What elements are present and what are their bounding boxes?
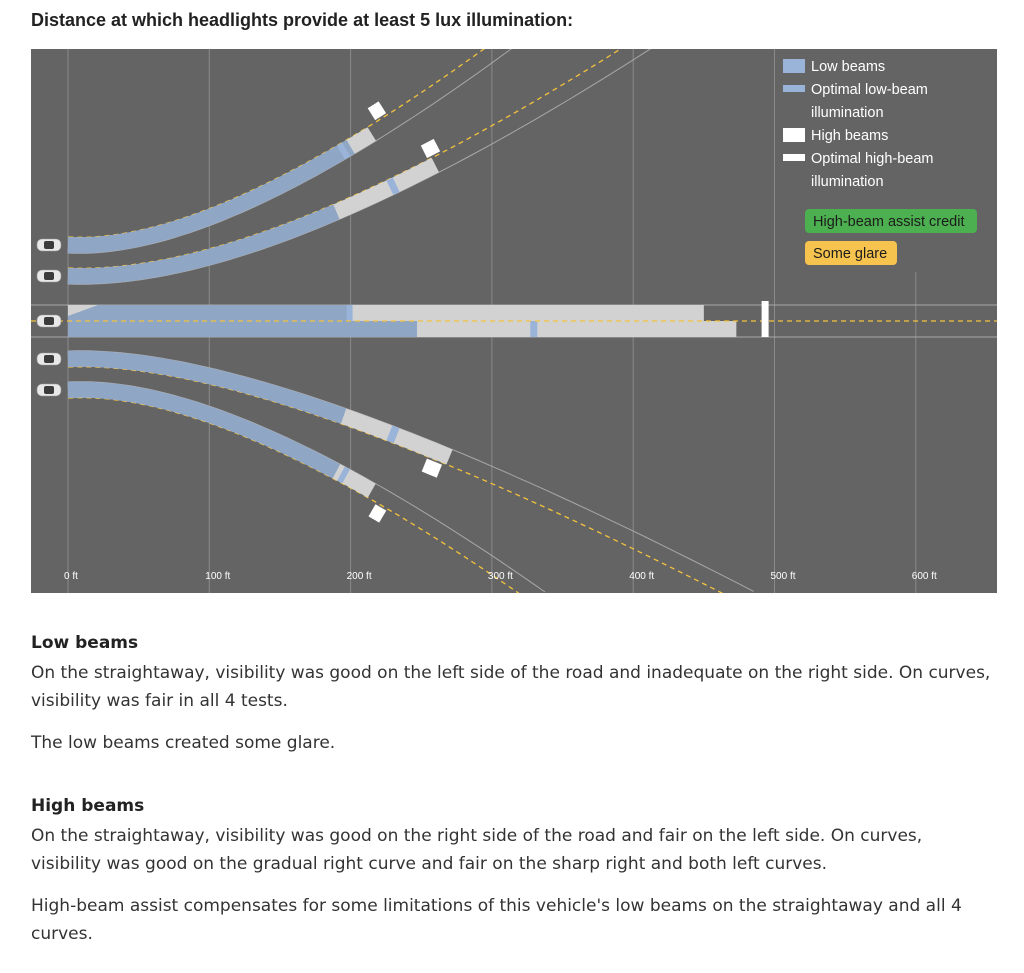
low-beams-section — [31, 633, 996, 771]
legend-label: Optimal high-beam — [811, 151, 934, 167]
low-beams-heading: Low beams — [31, 633, 139, 653]
legend-swatch-bar — [783, 154, 805, 161]
chart-title: Distance at which headlights provide at least 5 lux illumination: — [31, 10, 574, 30]
x-tick-label: 200 ft — [346, 571, 372, 582]
car-window — [44, 386, 54, 394]
legend-badge-label: High-beam assist credit — [813, 214, 965, 230]
car-icon — [37, 384, 61, 396]
car-icon — [37, 315, 61, 327]
straight-optimal-low-marker-left — [347, 305, 353, 321]
legend-swatch-bar — [783, 85, 805, 92]
straight-optimal-low-marker — [530, 321, 537, 337]
straight-optimal-high-marker — [762, 301, 769, 337]
straight-low-beam-right — [68, 321, 417, 337]
high-beams-paragraph: On the straightaway, visibility was good on the right side of the road and fair on the left side. On curves, visibility was good on the gradual right curve and fair on the sharp right and both left curves. — [31, 826, 923, 874]
low-beams-glare-paragraph: The low beams created some glare. — [31, 733, 336, 753]
x-tick-label: 500 ft — [770, 571, 796, 582]
legend-swatch-box — [783, 59, 805, 73]
x-tick-label: 0 ft — [64, 571, 78, 582]
car-window — [44, 355, 54, 363]
car-icon — [37, 239, 61, 251]
x-tick-label: 600 ft — [911, 571, 937, 582]
headlight-chart — [31, 49, 997, 593]
headlight-chart-svg — [31, 49, 997, 593]
car-window — [44, 241, 54, 249]
legend-label: High beams — [811, 128, 889, 144]
legend-badge-label: Some glare — [813, 246, 888, 262]
car-icon — [37, 353, 61, 365]
car-window — [44, 272, 54, 280]
legend-label: illumination — [811, 174, 884, 190]
car-window — [44, 317, 54, 325]
car-icon — [37, 270, 61, 282]
x-tick-label: 400 ft — [629, 571, 655, 582]
x-tick-label: 100 ft — [205, 571, 231, 582]
legend-label: illumination — [811, 105, 884, 121]
low-beams-paragraph: On the straightaway, visibility was good on the left side of the road and inadequate on the right side. On curves, visibility was fair in all 4 tests. — [31, 663, 991, 711]
high-beams-section — [31, 796, 996, 962]
high-beams-heading: High beams — [31, 796, 145, 816]
x-tick-label: 300 ft — [487, 571, 513, 582]
legend-label: Low beams — [811, 59, 886, 75]
high-beam-assist-paragraph: High-beam assist compensates for some limitations of this vehicle's low beams on the straightaway and all 4 curves. — [31, 896, 962, 944]
legend-swatch-box — [783, 128, 805, 142]
legend-label: Optimal low-beam — [811, 82, 928, 98]
straight-low-beam-left — [68, 305, 351, 321]
